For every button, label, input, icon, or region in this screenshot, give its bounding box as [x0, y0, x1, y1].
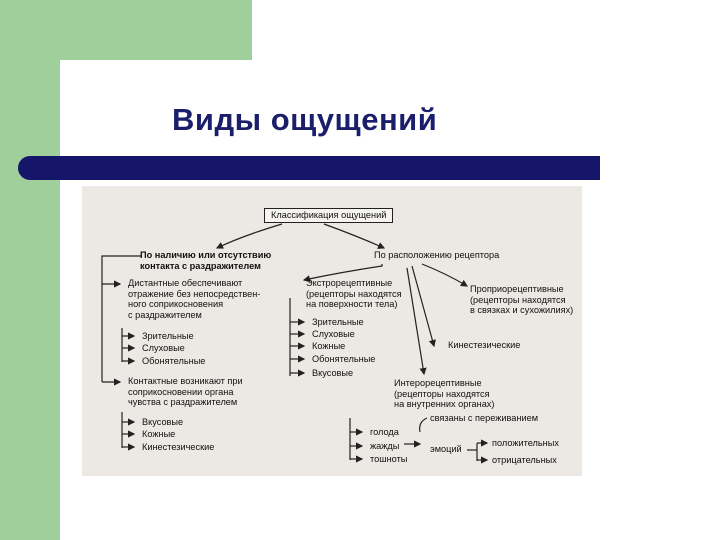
kinest-node: Кинестезические — [448, 340, 521, 350]
extero-item: Зрительные — [312, 317, 364, 327]
extero-item: Вкусовые — [312, 368, 354, 378]
intero-item: жажды — [370, 441, 400, 451]
contact-item: Кинестезические — [142, 442, 215, 452]
title-underline-bar — [60, 156, 600, 180]
proprio-node: Проприорецептивные (рецепторы находятся в связках и сухожилиях) — [470, 284, 574, 316]
distant-item: Зрительные — [142, 331, 194, 341]
contact-item: Кожные — [142, 429, 176, 439]
contact-item: Вкусовые — [142, 417, 184, 427]
branch-contact-presence: По наличию или отсутствию контакта с раздражителем — [140, 250, 272, 271]
emotion-item: отрицательных — [492, 455, 557, 465]
green-sidebar — [0, 0, 60, 540]
distant-node: Дистантные обеспечивают отражение без непосредствен- ного соприкосновения с раздражителем — [128, 278, 261, 320]
emotion-link-label: связаны с переживанием — [430, 413, 539, 423]
slide-title: Виды ощущений — [172, 102, 438, 137]
contact-node: Контактные возникают при соприкосновении органа чувства с раздражителем — [128, 376, 243, 408]
root-node: Классификация ощущений — [264, 208, 393, 223]
intero-node: Интерорецептивные (рецепторы находятся на внутренних органах) — [394, 378, 495, 410]
emotion-node: эмоций — [430, 444, 462, 454]
extero-item: Слуховые — [312, 329, 355, 339]
branch-receptor-location: По расположению рецептора — [374, 250, 500, 260]
intero-item: тошноты — [370, 454, 408, 464]
extero-item: Кожные — [312, 341, 346, 351]
extero-item: Обонятельные — [312, 354, 376, 364]
classification-diagram — [82, 186, 582, 476]
title-underline-cap — [18, 156, 66, 180]
distant-item: Слуховые — [142, 343, 185, 353]
distant-item: Обонятельные — [142, 356, 206, 366]
intero-item: голода — [370, 427, 399, 437]
emotion-item: положительных — [492, 438, 559, 448]
extero-node: Экстрорецептивные (рецепторы находятся на поверхности тела) — [306, 278, 402, 310]
